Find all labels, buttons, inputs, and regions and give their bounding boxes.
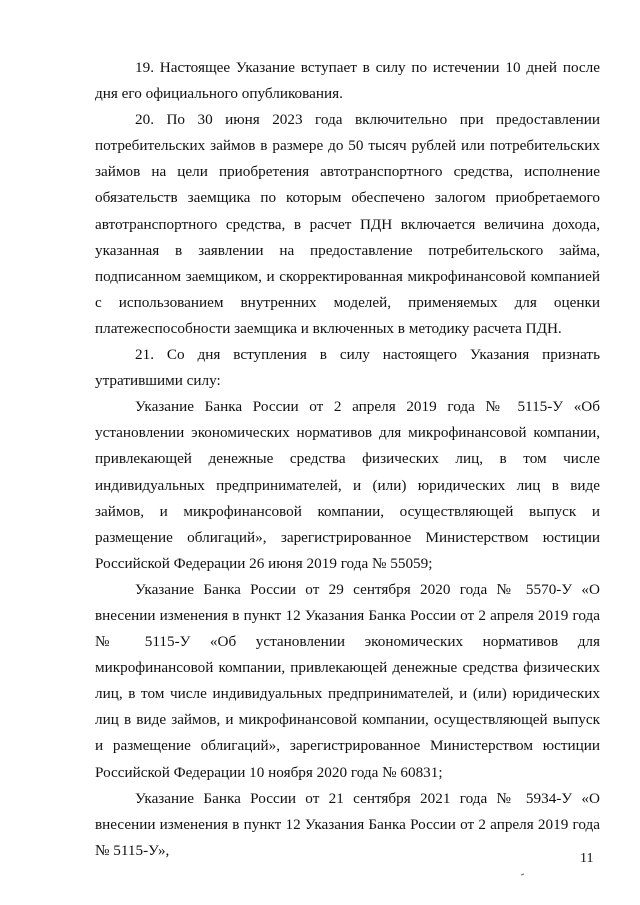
repealed-directive-5115: Указание Банка России от 2 апреля 2019 года № 5115-У «Об установлении экономических нормативов для микрофинансовой компании, привлекающей денежные средства физических лиц, в том числе индивидуальных предпринимателей, и (или) юридических лиц в виде займов, и микрофинансовой компании, осуществляющей выпуск и размещение облигаций», зарегистрированное Министерством юстиции Российской Федерации 26 июня 2019 года № 55059; bbox=[95, 398, 600, 572]
scan-speck bbox=[521, 873, 524, 875]
document-body bbox=[95, 55, 600, 864]
paragraph-20: 20. По 30 июня 2023 года включительно при предоставлении потребительских займов в размере до 50 тысяч рублей или потребительских займов на цели приобретения автотранспортного средства, исполнение обязательств заемщика по которым обеспечено залогом приобретаемого автотранспортного средства, в расчет ПДН включается величина дохода, указанная в заявлении на предоставление потребительского займа, подписанном заемщиком, и скорректированная микрофинансовой компанией с использованием внутренних моделей, применяемых для оценки платежеспособности заемщика и включенных в методику расчета ПДН. bbox=[95, 111, 600, 337]
page-number: 11 bbox=[580, 851, 594, 866]
repealed-directive-5570: Указание Банка России от 29 сентября 2020 года № 5570-У «О внесении изменения в пункт 12 Указания Банка России от 2 апреля 2019 года № 5115-У «Об установлении экономических нормативов для микрофинансовой компании, привлекающей денежные средства физических лиц, в том числе индивидуальных предпринимателей, и (или) юридических лиц в виде займов, и микрофинансовой компании, осуществляющей выпуск и размещение облигаций», зарегистрированное Министерством юстиции Российской Федерации 10 ноября 2020 года № 60831; bbox=[95, 580, 600, 781]
repealed-directive-5934: Указание Банка России от 21 сентября 2021 года № 5934-У «О внесении изменения в пункт 12 Указания Банка России от 2 апреля 2019 года № 5115-У», bbox=[95, 789, 600, 859]
paragraph-19: 19. Настоящее Указание вступает в силу по истечении 10 дней после дня его официального опубликования. bbox=[95, 59, 600, 103]
paragraph-21: 21. Со дня вступления в силу настоящего Указания признать утратившими силу: bbox=[95, 346, 600, 390]
